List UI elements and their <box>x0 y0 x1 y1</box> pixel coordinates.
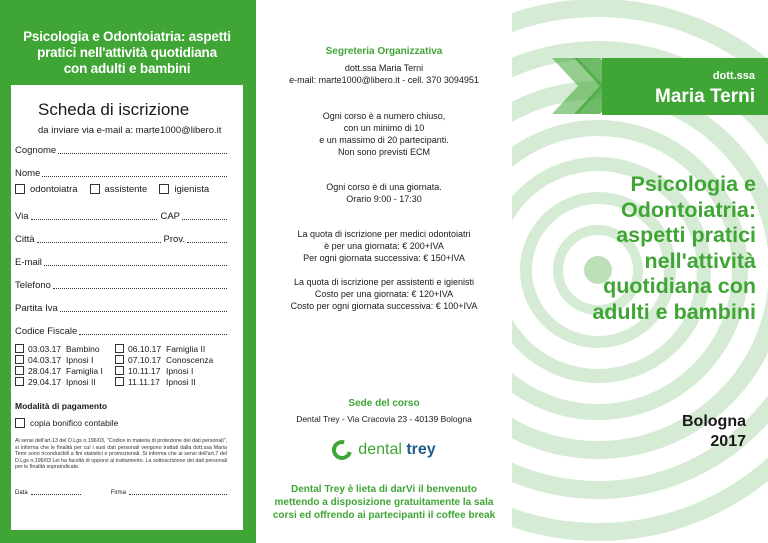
course-option[interactable] <box>15 365 115 376</box>
info-line: Orario 9:00 - 17:30 <box>346 194 422 204</box>
signature-row <box>15 490 227 496</box>
email-line[interactable] <box>44 258 227 266</box>
fee-dentists <box>256 228 512 264</box>
welcome-message <box>256 483 512 522</box>
city-label: Città <box>15 234 35 245</box>
checkbox[interactable] <box>115 377 124 386</box>
vat-label: Partita Iva <box>15 303 58 314</box>
checkbox[interactable] <box>115 355 124 364</box>
year: 2017 <box>710 433 746 450</box>
course-date: 10.11.17 <box>128 365 161 376</box>
info-line: Per ogni giornata successiva: € 150+IVA <box>303 253 465 263</box>
name-line[interactable] <box>42 169 227 177</box>
cover-title-line: Odontoiatria: <box>621 197 756 222</box>
role-option[interactable] <box>90 184 148 195</box>
course-column <box>115 343 215 387</box>
capacity-info <box>256 110 512 158</box>
secretariat-title: Segreteria Organizzativa <box>325 46 443 57</box>
payment-option[interactable] <box>15 418 227 428</box>
course-date: 04.03.17 <box>28 354 62 365</box>
checkbox[interactable] <box>90 184 100 194</box>
street-label: Via <box>15 211 29 222</box>
contact-info: e-mail: marte1000@libero.it - cell. 370 3094951 <box>289 75 479 85</box>
course-name: Ipnosi II <box>66 376 96 387</box>
role-label: igienista <box>174 183 210 195</box>
vat-line[interactable] <box>60 304 227 312</box>
author-title: dott.ssa <box>712 70 755 82</box>
phone-line[interactable] <box>53 281 227 289</box>
send-instructions: da inviare via e-mail a: marte1000@libero.it <box>38 125 222 136</box>
venue-address: Dental Trey - Via Cracovia 23 - 40139 Bologna <box>296 414 472 424</box>
street-line[interactable] <box>31 212 158 220</box>
cover-title-line: aspetti pratici <box>616 223 756 247</box>
date-line[interactable] <box>31 490 81 495</box>
surname-label: Cognome <box>15 145 57 156</box>
tax-code-line[interactable] <box>79 327 227 335</box>
cap-label: CAP <box>160 211 180 222</box>
registration-form <box>15 133 227 496</box>
form-title-line: con adulti e bambini <box>63 61 191 76</box>
course-name: Famiglia II <box>166 343 206 354</box>
cover-panel <box>512 0 768 543</box>
cover-title-line: nell'attività <box>644 248 756 273</box>
surname-line[interactable] <box>58 146 227 154</box>
role-label: odontoiatra <box>30 183 78 195</box>
surname-field[interactable] <box>15 133 227 156</box>
province-label: Prov. <box>163 234 185 245</box>
form-header <box>11 27 243 85</box>
form-title-line: Psicologia e Odontoiatria: aspetti <box>23 29 231 44</box>
course-name: Bambino <box>66 343 100 354</box>
course-selection <box>15 343 227 387</box>
name-label: Nome <box>15 168 41 179</box>
privacy-notice: Ai sensi dell'art.13 del D.Lgs n.196/03, "Codice in materia di protezione dei dati personali", si informa che le finalità per cui i suoi dati personali vengono trattati dalla dott.ssa Maria Terni sono riconducibili a fini statistici e promozionali. Si informa che ai sensi dell'art.7 del D.Lgs n.196/03 Lei ha facoltà di opporsi al trattamento. La sottoscrizione dei dati personali per le finalità sopraindicate. <box>15 438 227 471</box>
logo-word: dental <box>358 441 402 458</box>
city: Bologna <box>682 413 746 430</box>
vat-field[interactable] <box>15 291 227 314</box>
date-label: Data <box>15 489 28 496</box>
welcome-line: corsi ed offrendo ai partecipanti il coffee break <box>272 510 496 521</box>
welcome-line: mettendo a disposizione gratuitamente la sala <box>274 497 494 508</box>
course-date: 29.04.17 <box>28 376 62 387</box>
course-name: Ipnosi I <box>166 365 194 376</box>
name-field[interactable] <box>15 156 227 179</box>
info-line: e un massimo di 20 partecipanti. <box>319 135 449 145</box>
info-line: è per una giornata: € 200+IVA <box>324 241 444 251</box>
role-label: assistente <box>104 183 148 195</box>
info-line: Costo per ogni giornata successiva: € 100+IVA <box>290 301 478 311</box>
course-name: Ipnosi II <box>166 376 196 387</box>
course-option[interactable] <box>15 354 115 365</box>
course-date: 11.11.17 <box>128 376 160 387</box>
course-date: 07.10.17 <box>128 354 162 365</box>
cover-title-line: Psicologia e <box>630 172 756 196</box>
cover-title-line: adulti e bambini <box>592 299 756 324</box>
payment-option-label: copia bonifico contabile <box>30 418 119 428</box>
course-option[interactable] <box>115 343 215 354</box>
info-line: Ogni corso è di una giornata. <box>326 182 442 192</box>
city-field[interactable] <box>15 222 227 245</box>
city-line[interactable] <box>37 235 161 243</box>
schedule-info <box>256 181 512 205</box>
course-column <box>15 343 115 387</box>
email-field[interactable] <box>15 245 227 268</box>
dental-trey-logo <box>256 440 512 460</box>
checkbox[interactable] <box>115 344 124 353</box>
city-year <box>682 412 746 452</box>
course-option[interactable] <box>15 376 115 387</box>
course-date: 03.03.17 <box>28 343 62 354</box>
dental-trey-logo-icon <box>329 436 356 463</box>
checkbox[interactable] <box>15 418 25 428</box>
welcome-line: Dental Trey è lieta di darVi il benvenuto <box>291 484 477 495</box>
form-subtitle: Scheda di iscrizione <box>38 100 190 119</box>
checkbox[interactable] <box>15 184 25 194</box>
info-line: Non sono previsti ECM <box>337 147 431 157</box>
signature-line[interactable] <box>129 490 227 495</box>
tax-code-field[interactable] <box>15 314 227 337</box>
checkbox[interactable] <box>159 184 169 194</box>
course-name: Famiglia I <box>66 365 103 376</box>
checkbox[interactable] <box>15 344 24 353</box>
info-line: Ogni corso è a numero chiuso, <box>322 111 446 121</box>
tax-code-label: Codice Fiscale <box>15 326 78 337</box>
course-name: Conoscenza <box>166 354 214 365</box>
signature-label: Firma <box>110 489 127 496</box>
role-option[interactable] <box>159 184 209 195</box>
cover-title <box>592 172 756 325</box>
logo-text <box>358 441 435 459</box>
province-line[interactable] <box>187 235 227 243</box>
course-option[interactable] <box>115 354 215 365</box>
checkbox[interactable] <box>15 366 24 375</box>
contact-name: dott.ssa Maria Terni <box>344 63 424 73</box>
info-line: La quota di iscrizione per assistenti e igienisti <box>293 277 475 287</box>
course-date: 28.04.17 <box>28 365 62 376</box>
cover-title-line: quotidiana con <box>603 274 756 298</box>
street-field[interactable] <box>15 199 227 222</box>
course-option[interactable] <box>115 365 215 376</box>
venue-title: Sede del corso <box>348 398 420 409</box>
registration-panel <box>0 0 256 543</box>
info-line: La quota di iscrizione per medici odontoiatri <box>297 229 471 239</box>
course-name: Ipnosi I <box>66 354 94 365</box>
fee-assistants <box>256 276 512 312</box>
info-panel <box>256 0 512 543</box>
course-date: 06.10.17 <box>128 343 162 354</box>
payment-title: Modalità di pagamento <box>15 401 108 411</box>
checkbox[interactable] <box>15 377 24 386</box>
checkbox[interactable] <box>115 366 124 375</box>
checkbox[interactable] <box>15 355 24 364</box>
email-label: E-mail <box>15 257 42 268</box>
author-name: Maria Terni <box>655 86 755 107</box>
form-title-line: pratici nell'attività quotidiana <box>37 45 217 60</box>
phone-label: Telefono <box>15 280 51 291</box>
role-options <box>15 179 227 199</box>
course-option[interactable] <box>115 376 215 387</box>
cap-line[interactable] <box>182 212 227 220</box>
phone-field[interactable] <box>15 268 227 291</box>
logo-word: trey <box>406 441 436 458</box>
info-line: con un minimo di 10 <box>343 123 425 133</box>
role-option[interactable] <box>15 184 78 195</box>
course-option[interactable] <box>15 343 115 354</box>
info-line: Costo per una giornata: € 120+IVA <box>314 289 454 299</box>
